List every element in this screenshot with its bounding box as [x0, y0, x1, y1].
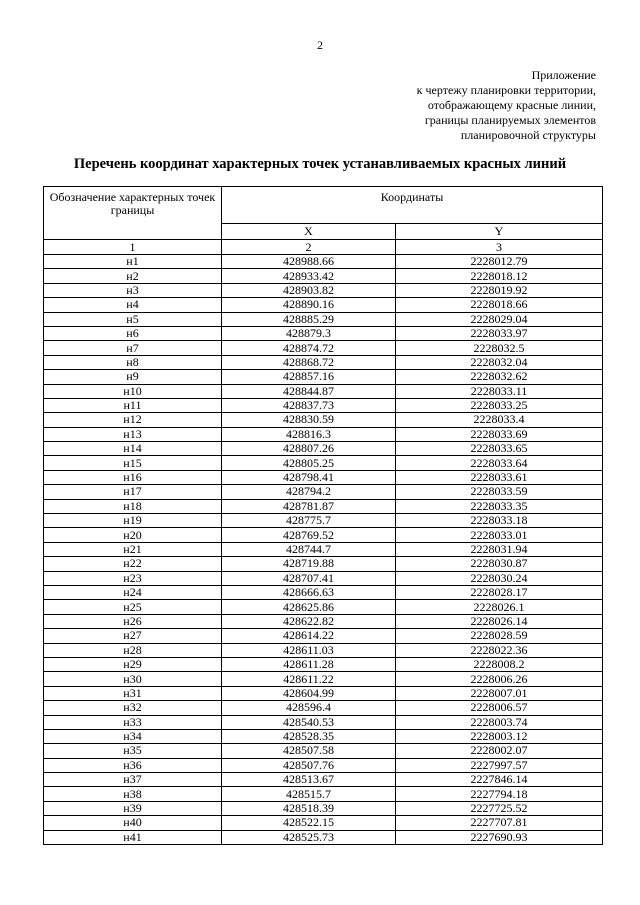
table-row	[44, 542, 603, 556]
y-coordinate-cell: 2228012.79	[396, 255, 603, 269]
point-label-cell: н16	[44, 470, 222, 484]
table-row	[44, 715, 603, 729]
y-coordinate-cell: 2228033.64	[396, 456, 603, 470]
table-row	[44, 470, 603, 484]
point-label-cell: н41	[44, 830, 222, 844]
y-coordinate-cell: 2228028.17	[396, 585, 603, 599]
table-row	[44, 398, 603, 412]
table-row	[44, 341, 603, 355]
point-label-cell: н24	[44, 585, 222, 599]
x-coordinate-cell: 428518.39	[222, 801, 396, 815]
table-row	[44, 442, 603, 456]
appendix-line: планировочной структуры	[460, 128, 596, 142]
table-row	[44, 614, 603, 628]
point-label-cell: н38	[44, 787, 222, 801]
table-row	[44, 283, 603, 297]
x-coordinate-cell: 428666.63	[222, 585, 396, 599]
y-coordinate-cell: 2228026.1	[396, 600, 603, 614]
table-row	[44, 600, 603, 614]
y-coordinate-cell: 2228018.12	[396, 269, 603, 283]
y-coordinate-cell: 2228032.62	[396, 370, 603, 384]
appendix-line: Приложение	[531, 68, 596, 82]
x-coordinate-cell: 428611.03	[222, 643, 396, 657]
x-coordinate-cell: 428890.16	[222, 298, 396, 312]
table-row	[44, 816, 603, 830]
header-point-label: Обозначение характерных точек границы	[44, 187, 222, 240]
header-coordinates: Координаты	[222, 187, 603, 224]
point-label-cell: н39	[44, 801, 222, 815]
point-label-cell: н14	[44, 442, 222, 456]
x-coordinate-cell: 428844.87	[222, 384, 396, 398]
table-row	[44, 370, 603, 384]
document-title: Перечень координат характерных точек устанавливаемых красных линий	[73, 156, 567, 172]
y-coordinate-cell: 2227707.81	[396, 816, 603, 830]
table-row	[44, 672, 603, 686]
y-coordinate-cell: 2227846.14	[396, 773, 603, 787]
table-row	[44, 585, 603, 599]
y-coordinate-cell: 2228033.59	[396, 485, 603, 499]
point-label-cell: н13	[44, 427, 222, 441]
y-coordinate-cell: 2228033.11	[396, 384, 603, 398]
x-coordinate-cell: 428611.22	[222, 672, 396, 686]
x-coordinate-cell: 428522.15	[222, 816, 396, 830]
x-coordinate-cell: 428857.16	[222, 370, 396, 384]
point-label-cell: н15	[44, 456, 222, 470]
y-coordinate-cell: 2228033.35	[396, 499, 603, 513]
y-coordinate-cell: 2228031.94	[396, 542, 603, 556]
point-label-cell: н21	[44, 542, 222, 556]
column-number: 1	[44, 240, 222, 255]
y-coordinate-cell: 2228006.26	[396, 672, 603, 686]
x-coordinate-cell: 428719.88	[222, 557, 396, 571]
x-coordinate-cell: 428816.3	[222, 427, 396, 441]
table-row	[44, 269, 603, 283]
table-row	[44, 312, 603, 326]
table-row	[44, 456, 603, 470]
point-label-cell: н3	[44, 283, 222, 297]
x-coordinate-cell: 428528.35	[222, 729, 396, 743]
table-row	[44, 801, 603, 815]
y-coordinate-cell: 2227725.52	[396, 801, 603, 815]
x-coordinate-cell: 428874.72	[222, 341, 396, 355]
x-coordinate-cell: 428988.66	[222, 255, 396, 269]
y-coordinate-cell: 2228022.36	[396, 643, 603, 657]
x-coordinate-cell: 428515.7	[222, 787, 396, 801]
y-coordinate-cell: 2228033.61	[396, 470, 603, 484]
point-label-cell: н22	[44, 557, 222, 571]
point-label-cell: н32	[44, 701, 222, 715]
x-coordinate-cell: 428885.29	[222, 312, 396, 326]
point-label-cell: н25	[44, 600, 222, 614]
point-label-cell: н33	[44, 715, 222, 729]
point-label-cell: н2	[44, 269, 222, 283]
table-row	[44, 528, 603, 542]
header-x: X	[222, 224, 396, 240]
column-number: 2	[222, 240, 396, 255]
x-coordinate-cell: 428805.25	[222, 456, 396, 470]
x-coordinate-cell: 428744.7	[222, 542, 396, 556]
y-coordinate-cell: 2228032.04	[396, 355, 603, 369]
point-label-cell: н28	[44, 643, 222, 657]
y-coordinate-cell: 2228033.18	[396, 514, 603, 528]
y-coordinate-cell: 2228033.65	[396, 442, 603, 456]
point-label-cell: н30	[44, 672, 222, 686]
x-coordinate-cell: 428540.53	[222, 715, 396, 729]
column-number: 3	[396, 240, 603, 255]
table-row	[44, 686, 603, 700]
point-label-cell: н20	[44, 528, 222, 542]
y-coordinate-cell: 2228019.92	[396, 283, 603, 297]
x-coordinate-cell: 428525.73	[222, 830, 396, 844]
y-coordinate-cell: 2228033.4	[396, 413, 603, 427]
header-y: Y	[396, 224, 603, 240]
x-coordinate-cell: 428614.22	[222, 629, 396, 643]
y-coordinate-cell: 2228026.14	[396, 614, 603, 628]
table-row	[44, 773, 603, 787]
table-row	[44, 355, 603, 369]
x-coordinate-cell: 428933.42	[222, 269, 396, 283]
x-coordinate-cell: 428798.41	[222, 470, 396, 484]
y-coordinate-cell: 2228006.57	[396, 701, 603, 715]
point-label-cell: н4	[44, 298, 222, 312]
table-row	[44, 701, 603, 715]
point-label-cell: н7	[44, 341, 222, 355]
point-label-cell: н19	[44, 514, 222, 528]
appendix-line: отображающему красные линии,	[427, 98, 596, 112]
point-label-cell: н8	[44, 355, 222, 369]
appendix-line: к чертежу планировки территории,	[416, 83, 596, 97]
point-label-cell: н40	[44, 816, 222, 830]
table-row	[44, 557, 603, 571]
point-label-cell: н23	[44, 571, 222, 585]
x-coordinate-cell: 428611.28	[222, 657, 396, 671]
y-coordinate-cell: 2228028.59	[396, 629, 603, 643]
point-label-cell: н35	[44, 744, 222, 758]
point-label-cell: н17	[44, 485, 222, 499]
point-label-cell: н9	[44, 370, 222, 384]
x-coordinate-cell: 428513.67	[222, 773, 396, 787]
x-coordinate-cell: 428837.73	[222, 398, 396, 412]
appendix-note	[417, 68, 596, 143]
y-coordinate-cell: 2228018.66	[396, 298, 603, 312]
y-coordinate-cell: 2228008.2	[396, 657, 603, 671]
point-label-cell: н37	[44, 773, 222, 787]
y-coordinate-cell: 2228003.12	[396, 729, 603, 743]
x-coordinate-cell: 428507.76	[222, 758, 396, 772]
point-label-cell: н12	[44, 413, 222, 427]
table-row	[44, 413, 603, 427]
x-coordinate-cell: 428775.7	[222, 514, 396, 528]
table-row	[44, 427, 603, 441]
y-coordinate-cell: 2228007.01	[396, 686, 603, 700]
x-coordinate-cell: 428707.41	[222, 571, 396, 585]
y-coordinate-cell: 2228032.5	[396, 341, 603, 355]
y-coordinate-cell: 2227997.57	[396, 758, 603, 772]
table-row	[44, 657, 603, 671]
y-coordinate-cell: 2228033.97	[396, 326, 603, 340]
y-coordinate-cell: 2228033.69	[396, 427, 603, 441]
table-row	[44, 255, 603, 269]
y-coordinate-cell: 2228002.07	[396, 744, 603, 758]
point-label-cell: н6	[44, 326, 222, 340]
point-label-cell: н10	[44, 384, 222, 398]
table-header-row	[44, 187, 603, 224]
y-coordinate-cell: 2228030.87	[396, 557, 603, 571]
x-coordinate-cell: 428879.3	[222, 326, 396, 340]
point-label-cell: н27	[44, 629, 222, 643]
table-row	[44, 485, 603, 499]
x-coordinate-cell: 428604.99	[222, 686, 396, 700]
x-coordinate-cell: 428807.26	[222, 442, 396, 456]
y-coordinate-cell: 2228029.04	[396, 312, 603, 326]
table-row	[44, 729, 603, 743]
y-coordinate-cell: 2227690.93	[396, 830, 603, 844]
coordinates-table	[43, 186, 603, 845]
table-row	[44, 787, 603, 801]
table-row	[44, 629, 603, 643]
point-label-cell: н1	[44, 255, 222, 269]
x-coordinate-cell: 428507.58	[222, 744, 396, 758]
table-row	[44, 830, 603, 844]
y-coordinate-cell: 2228033.25	[396, 398, 603, 412]
point-label-cell: н34	[44, 729, 222, 743]
x-coordinate-cell: 428903.82	[222, 283, 396, 297]
table-row	[44, 744, 603, 758]
x-coordinate-cell: 428830.59	[222, 413, 396, 427]
point-label-cell: н26	[44, 614, 222, 628]
column-number-row	[44, 240, 603, 255]
point-label-cell: н5	[44, 312, 222, 326]
y-coordinate-cell: 2228030.24	[396, 571, 603, 585]
point-label-cell: н11	[44, 398, 222, 412]
page-number: 2	[317, 38, 323, 52]
x-coordinate-cell: 428868.72	[222, 355, 396, 369]
table-row	[44, 384, 603, 398]
x-coordinate-cell: 428794.2	[222, 485, 396, 499]
point-label-cell: н31	[44, 686, 222, 700]
x-coordinate-cell: 428781.87	[222, 499, 396, 513]
y-coordinate-cell: 2228003.74	[396, 715, 603, 729]
table-row	[44, 326, 603, 340]
point-label-cell: н18	[44, 499, 222, 513]
x-coordinate-cell: 428625.86	[222, 600, 396, 614]
x-coordinate-cell: 428769.52	[222, 528, 396, 542]
table-row	[44, 758, 603, 772]
table-row	[44, 571, 603, 585]
table-row	[44, 298, 603, 312]
x-coordinate-cell: 428596.4	[222, 701, 396, 715]
x-coordinate-cell: 428622.82	[222, 614, 396, 628]
appendix-line: границы планируемых элементов	[424, 113, 596, 127]
table-row	[44, 499, 603, 513]
y-coordinate-cell: 2227794.18	[396, 787, 603, 801]
point-label-cell: н36	[44, 758, 222, 772]
y-coordinate-cell: 2228033.01	[396, 528, 603, 542]
table-row	[44, 514, 603, 528]
point-label-cell: н29	[44, 657, 222, 671]
table-row	[44, 643, 603, 657]
